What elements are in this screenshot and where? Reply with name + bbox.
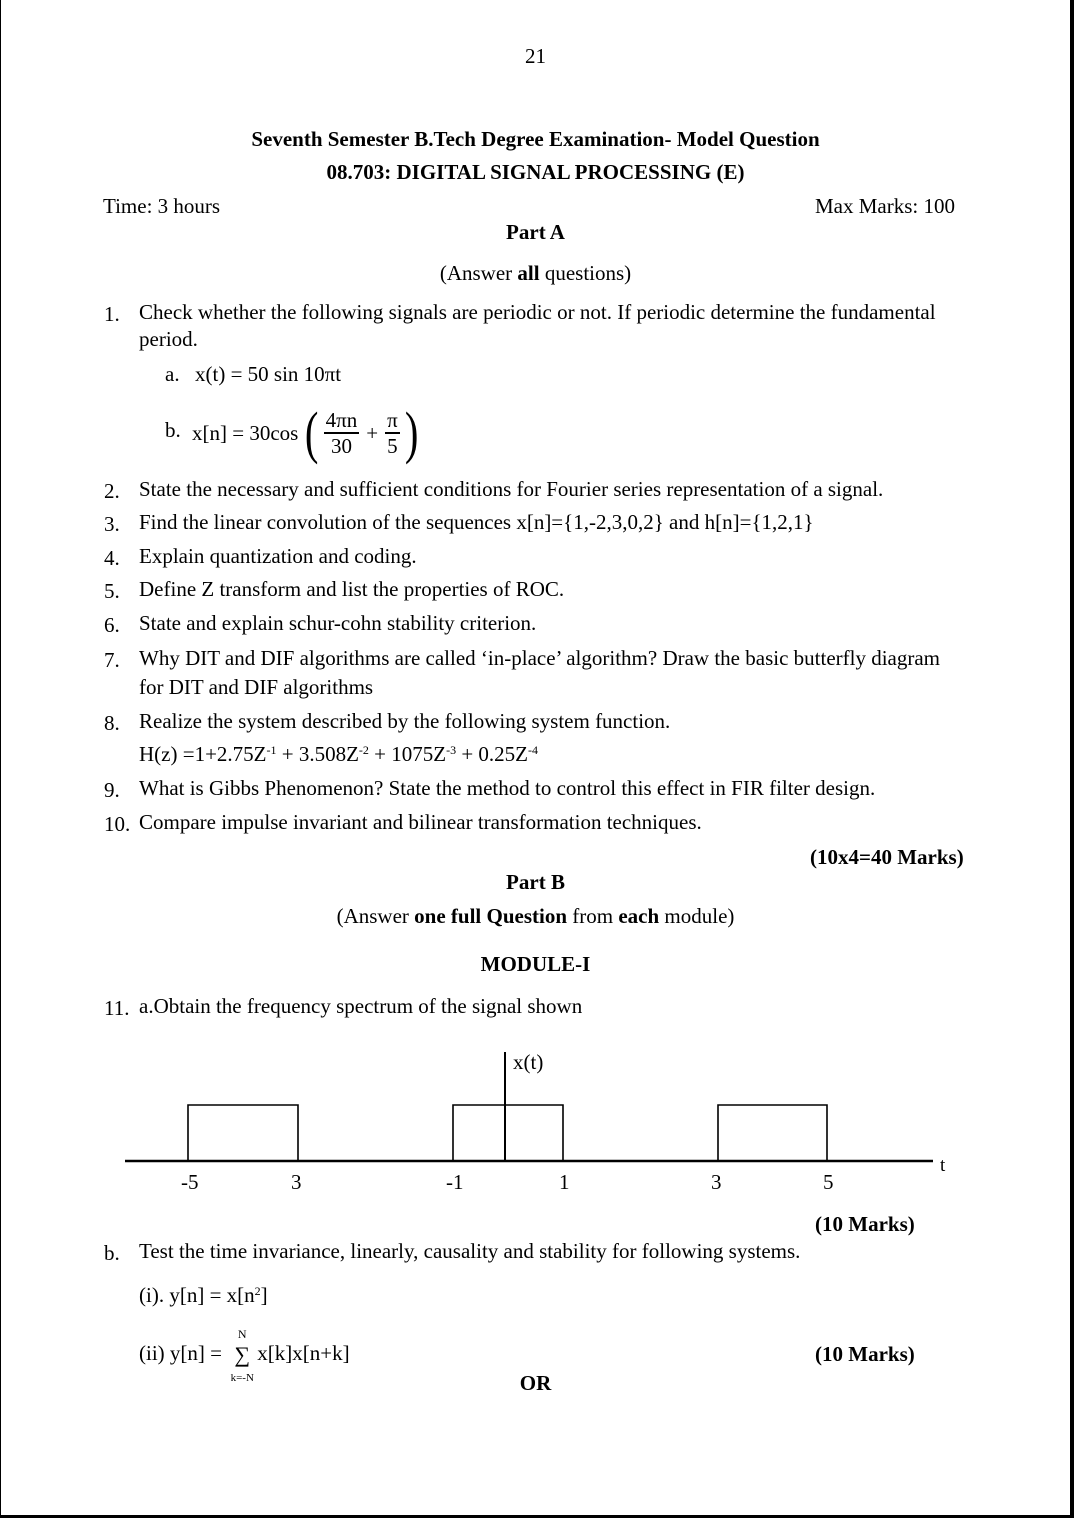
question-text: Why DIT and DIF algorithms are called ‘in-place’ algorithm? Draw the basic butterfly diagram: [139, 646, 941, 670]
system-function-equation: $H(z) =1+2.75Z^{-1} + 3.508Z^{-2} + 1075Z^{-3} + 0.25Z^{-4}$: [139, 742, 539, 766]
question-number: 10.: [104, 812, 131, 836]
question-number: 11.: [104, 996, 130, 1020]
question-number: 2.: [104, 479, 120, 503]
part-a-instruction: (Answer all questions): [439, 261, 632, 285]
right-paren: ): [404, 400, 419, 465]
pulse-right: [718, 1105, 827, 1161]
tick-label: 3: [291, 1170, 302, 1194]
part-a-marks: (10x4=40 Marks): [810, 845, 964, 869]
question-text: Define Z transform and list the properties of ROC.: [139, 577, 565, 601]
subquestion-equation: x[n] = 30cos ( $\frac{4\pi n}{30}$ + $\frac{\pi}{5}$ ): [192, 400, 419, 465]
system-i-equation: (i). $y[n] = x[n^2]$: [139, 1283, 268, 1307]
module-heading: MODULE-I: [480, 952, 591, 976]
tick-label: 5: [823, 1170, 834, 1194]
question-text: Compare impulse invariant and bilinear transformation techniques.: [139, 810, 702, 834]
y-axis-label: x(t): [513, 1050, 544, 1074]
subquestion-label: b.: [165, 418, 181, 442]
system-ii-equation: (ii) y[n] = N ∑ k=-N x[k]x[n+k]: [139, 1327, 350, 1385]
exam-title: Seventh Semester B.Tech Degree Examination- Model Question: [251, 127, 820, 151]
tick-label: -1: [446, 1170, 464, 1194]
question-number: 8.: [104, 711, 120, 735]
part-a-heading: Part A: [506, 220, 565, 244]
tick-label: 1: [559, 1170, 570, 1194]
question-number: 9.: [104, 778, 120, 802]
question-text: a.Obtain the frequency spectrum of the signal shown: [139, 994, 583, 1018]
question-text: What is Gibbs Phenomenon? State the method to control this effect in FIR filter design.: [139, 776, 876, 800]
question-text-cont: period.: [139, 327, 198, 351]
question-number: 1.: [104, 302, 120, 326]
question-number: 5.: [104, 579, 120, 603]
question-number: 6.: [104, 613, 120, 637]
page-number: 21: [525, 44, 546, 68]
part-b-instruction: (Answer one full Question from each module): [336, 904, 735, 928]
pulse-left: [188, 1105, 298, 1161]
time-label: Time: 3 hours: [103, 194, 221, 218]
question-text: Find the linear convolution of the sequences x[n]={1,-2,3,0,2} and h[n]={1,2,1}: [139, 510, 814, 534]
question-text-cont: for DIT and DIF algorithms: [139, 675, 374, 699]
or-separator: OR: [519, 1371, 552, 1395]
q11b-marks: (10 Marks): [815, 1342, 915, 1366]
question-text: State the necessary and sufficient conditions for Fourier series representation of a signal.: [139, 477, 884, 501]
tick-label: -5: [181, 1170, 199, 1194]
question-number: 7.: [104, 648, 120, 672]
subquestion-equation: x(t) = 50 sin 10πt: [195, 362, 342, 386]
x-axis-label: t: [940, 1155, 946, 1176]
subquestion-label: a.: [165, 362, 180, 386]
course-title: 08.703: DIGITAL SIGNAL PROCESSING (E): [326, 160, 745, 184]
exam-page: [1, 0, 1070, 1515]
question-text: Test the time invariance, linearly, causality and stability for following systems.: [139, 1239, 801, 1263]
fraction: $\frac{\pi}{5}$: [387, 408, 398, 458]
pulse-center: [453, 1105, 563, 1161]
fraction: $\frac{4\pi n}{30}$: [325, 408, 358, 458]
tick-label: 3: [711, 1170, 722, 1194]
question-text: Check whether the following signals are periodic or not. If periodic determine the fundamental: [139, 300, 936, 324]
max-marks-label: Max Marks: 100: [815, 194, 955, 218]
question-text: Realize the system described by the following system function.: [139, 709, 671, 733]
summation: N ∑ k=-N: [230, 1327, 254, 1385]
left-paren: (: [305, 400, 319, 465]
q11a-marks: (10 Marks): [815, 1212, 915, 1236]
question-number: 3.: [104, 512, 120, 536]
part-b-heading: Part B: [506, 870, 565, 894]
question-text: State and explain schur-cohn stability criterion.: [139, 611, 537, 635]
question-text: Explain quantization and coding.: [139, 544, 417, 568]
question-number: 4.: [104, 546, 120, 570]
subquestion-label: b.: [104, 1241, 120, 1265]
